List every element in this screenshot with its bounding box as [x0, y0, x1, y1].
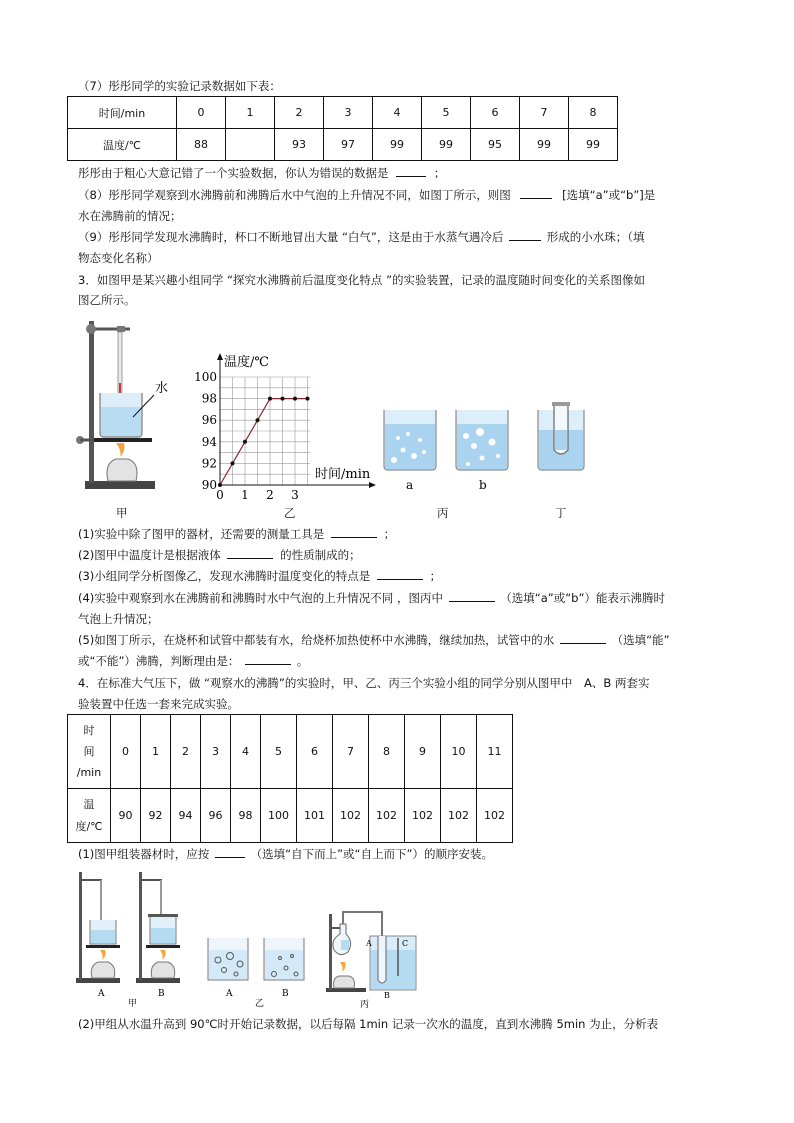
q7-temp-cell: 99 — [422, 129, 471, 161]
x-axis-title: 时间/min — [315, 467, 371, 482]
figure-ding-caption: 丁 — [555, 506, 567, 520]
p3-sub5-line-2 — [78, 653, 308, 669]
p3-stem-line-1: 3．如图甲是某兴趣小组同学 “探究水沸腾前后温度变化特点 ”的实验装置，记录的温度随时间变化的关系图像如 — [78, 273, 646, 287]
p4-time-cell: 11 — [477, 715, 513, 789]
clamp-head — [117, 326, 125, 332]
q7-row-label-temp: 温度/℃ — [68, 129, 177, 161]
stand-rod — [89, 321, 94, 483]
stand-base — [85, 481, 155, 489]
y-axis-arrow — [217, 353, 223, 360]
p4-time-cell: 8 — [369, 715, 405, 789]
p4-time-cell: 2 — [171, 715, 201, 789]
x-axis-arrow — [369, 482, 376, 488]
p4-time-cell: 10 — [441, 715, 477, 789]
q7-temp-cell: 99 — [520, 129, 569, 161]
x-tick-label: 0 — [216, 488, 224, 502]
q9-line-1 — [78, 229, 644, 245]
q7-temp-cell: 88 — [177, 129, 226, 161]
data-point — [218, 483, 222, 487]
data-point — [293, 397, 297, 401]
stand-b-label: B — [158, 989, 165, 999]
p4-time-cell: 1 — [141, 715, 171, 789]
data-point — [256, 418, 260, 422]
temperature-time-chart — [194, 350, 380, 502]
p3-sub5-text-b: （选填“能” — [611, 633, 670, 647]
q7-time-cell: 3 — [324, 97, 373, 129]
figure-yi-caption: 乙 — [284, 506, 296, 520]
q7-temp-cell — [226, 129, 275, 161]
y-tick-label: 94 — [201, 434, 217, 449]
q7-temp-cell: 99 — [569, 129, 618, 161]
p4-temp-cell: 102 — [405, 789, 441, 843]
alcohol-lamp — [107, 459, 137, 481]
q9-text-b: 形成的小水珠；（填 — [546, 230, 645, 244]
q7-time-cell: 8 — [569, 97, 618, 129]
p4-temp-cell: 100 — [261, 789, 297, 843]
q7-time-cell: 2 — [275, 97, 324, 129]
p4-temp-cell: 102 — [477, 789, 513, 843]
stand-a — [76, 872, 120, 983]
p3-sub3-end: ； — [429, 569, 442, 583]
p4c-label-c: C — [402, 939, 409, 948]
tube-water — [555, 430, 567, 450]
p3-sub1-text: (1)实验中除了图甲的器材，还需要的测量工具是 — [78, 527, 325, 541]
p3-sub1-end: ； — [383, 527, 396, 541]
y-tick-label: 90 — [201, 478, 217, 492]
answer-blank[interactable] — [520, 187, 552, 199]
chart-grid — [220, 377, 310, 485]
flask-apparatus-figure — [322, 906, 417, 1010]
answer-blank[interactable] — [396, 165, 426, 177]
p3-sub5-text: (5)如图丁所示，在烧杯和试管中都装有水，给烧杯加热使杯中水沸腾，继续加热，试管中的水 — [78, 633, 555, 647]
p4-temp-cell: 90 — [111, 789, 141, 843]
answer-blank[interactable] — [377, 568, 423, 580]
y-tick-label: 96 — [201, 413, 217, 428]
p4-stem-line-1 — [78, 675, 649, 691]
p4-temp-cell: 102 — [333, 789, 369, 843]
q7-question-line — [78, 165, 445, 181]
p4c-label-b: B — [384, 991, 390, 1000]
answer-blank[interactable] — [245, 653, 291, 665]
x-tick-label: 3 — [291, 488, 299, 502]
tube-rim — [552, 402, 570, 406]
q7-time-cell: 6 — [471, 97, 520, 129]
two-stands-figure — [72, 866, 192, 1008]
figure-bing-caption: 丙 — [437, 506, 449, 520]
q7-question-text: 彤彤由于粗心大意记错了一个实验数据，你认为错误的数据是 — [78, 166, 389, 180]
beaker-b-label: b — [479, 478, 487, 492]
data-point — [268, 397, 272, 401]
p3-sub5-line-1 — [78, 632, 670, 648]
answer-blank[interactable] — [215, 846, 245, 858]
q7-time-cell: 5 — [422, 97, 471, 129]
data-point — [231, 461, 235, 465]
answer-blank[interactable] — [227, 547, 273, 559]
p4-stem-text-b: A、B 两套实 — [584, 676, 650, 690]
p3-sub4-text: (4)实验中观察到水在沸腾前和沸腾时水中气泡的上升情况不同 ，图丙中 — [78, 591, 443, 605]
q7-temp-cell: 99 — [373, 129, 422, 161]
p4-data-table — [67, 714, 513, 843]
p4-temp-cell: 101 — [297, 789, 333, 843]
p4c-flame — [340, 962, 346, 972]
p3-stem-line-2: 图乙所示。 — [78, 293, 136, 307]
y-tick-label: 98 — [201, 391, 217, 406]
p4-time-cell: 3 — [201, 715, 231, 789]
data-point — [306, 397, 310, 401]
p4-time-cell: 0 — [111, 715, 141, 789]
q7-temp-cell: 97 — [324, 129, 373, 161]
bubble-beakers-figure — [378, 400, 518, 495]
p4-row-label-temp — [68, 789, 111, 843]
y-axis-title: 温度/℃ — [224, 355, 269, 370]
p3-sub3-text: (3)小组同学分析图像乙，发现水沸腾时温度变化的特点是 — [78, 569, 371, 583]
label-part: 温 — [83, 797, 95, 811]
p4-beaker-a — [208, 938, 248, 980]
q7-temp-cell: 93 — [275, 129, 324, 161]
p4-beaker-a-label: A — [226, 989, 233, 999]
p4-sub2: (2)甲组从水温升高到 90℃时开始记录数据，以后每隔 1min 记录一次水的温度，直到水沸腾 5min 为止，分析表 — [78, 1017, 659, 1031]
flame — [116, 443, 125, 457]
p3-sub2 — [78, 547, 361, 563]
p3-sub2-text: (2)图甲中温度计是根据液体 — [78, 548, 221, 562]
p4-beaker-b-label: B — [282, 989, 289, 999]
p4-temp-cell: 94 — [171, 789, 201, 843]
p4-row-label-time — [68, 715, 111, 789]
data-point — [243, 440, 247, 444]
label-part: 间 — [83, 745, 95, 758]
p4c-lamp — [334, 976, 355, 988]
p4-time-cell: 4 — [231, 715, 261, 789]
label-part: 时 — [83, 724, 95, 737]
p4c-flask-water — [341, 940, 349, 950]
y-tick-label: 92 — [201, 456, 217, 471]
p3-sub1 — [78, 526, 395, 542]
q7-row-label-time: 时间/min — [68, 97, 177, 129]
q7-time-cell: 1 — [226, 97, 275, 129]
q7-data-table — [67, 96, 618, 161]
q7-time-cell: 4 — [373, 97, 422, 129]
beaker-test-tube-figure — [530, 400, 590, 475]
answer-blank[interactable] — [331, 526, 377, 538]
p4-temp-cell: 92 — [141, 789, 171, 843]
y-tick-label: 100 — [194, 370, 217, 384]
p4-time-cell: 7 — [333, 715, 369, 789]
q7-question-end: ； — [433, 166, 446, 180]
data-point — [281, 397, 285, 401]
water-label: 水 — [155, 381, 169, 396]
p4-temp-cell: 98 — [231, 789, 261, 843]
p4-time-cell: 5 — [261, 715, 297, 789]
q7-time-cell: 0 — [177, 97, 226, 129]
p4-time-cell: 6 — [297, 715, 333, 789]
stand-apparatus-figure — [70, 313, 190, 498]
figure-bing-caption: 丙 — [360, 1000, 370, 1010]
p4-sub1-text-b: （选填“自下而上”或“自上而下”）的顺序安装。 — [250, 847, 493, 861]
p4-temp-cell: 102 — [441, 789, 477, 843]
stand-b — [136, 872, 180, 983]
p4-beaker-b — [264, 938, 304, 980]
beaker-water — [101, 407, 141, 436]
label-part: /min — [76, 766, 102, 779]
p3-sub4-text-b: （选填“a”或“b”）能表示沸腾时 — [500, 591, 665, 605]
q7-intro: （7）彤彤同学的实验记录数据如下表： — [78, 79, 281, 93]
x-tick-label: 1 — [241, 488, 249, 502]
p3-sub5-text-c: 或“不能”）沸腾，判断理由是： — [78, 654, 240, 668]
p3-sub5-end: 。 — [296, 654, 309, 668]
answer-blank[interactable] — [509, 229, 541, 241]
q9-text-a: （9）彤彤同学发现水沸腾时，杯口不断地冒出大量 “白气”，这是由于水蒸气遇冷后 — [78, 230, 504, 244]
p4-stem-text: 4．在标准大气压下，做 “观察水的沸腾”的实验时，甲、乙、丙三个实验小组的同学分别从图甲中 — [78, 676, 573, 690]
answer-blank[interactable] — [449, 590, 495, 602]
figure-yi-caption: 乙 — [255, 999, 265, 1009]
q8-line-2: 水在沸腾前的情况； — [78, 209, 182, 223]
p4-time-cell: 9 — [405, 715, 441, 789]
p4-temp-cell: 102 — [369, 789, 405, 843]
beaker-b — [456, 410, 508, 470]
p3-sub3 — [78, 568, 441, 584]
answer-blank[interactable] — [560, 632, 606, 644]
p4c-label-a: A — [366, 939, 372, 948]
q8-text-b: [选填“a”或“b”]是 — [562, 188, 656, 202]
q8-line-1 — [78, 187, 655, 203]
q7-temp-cell: 95 — [471, 129, 520, 161]
p4-sub1-text: (1)图甲组装器材时，应按 — [78, 847, 210, 861]
x-tick-label: 2 — [266, 488, 274, 502]
label-part: 度/℃ — [75, 819, 103, 833]
p4c-test-tube — [378, 936, 386, 983]
p3-sub4-line-2: 气泡上升情况； — [78, 612, 159, 626]
p4-sub1 — [78, 846, 493, 862]
beaker-a — [384, 410, 436, 470]
q9-line-2: 物态变化名称） — [78, 251, 159, 265]
wire-gauze — [94, 438, 152, 442]
p4-bubble-beakers-figure — [202, 932, 312, 1010]
p3-sub2-end: 的性质制成的； — [280, 548, 361, 562]
stand-a-label: A — [98, 989, 105, 999]
figure-jia-caption: 甲 — [116, 506, 128, 520]
beaker-a-label: a — [406, 478, 414, 492]
p4-stem-line-2: 验装置中任选一套来完成实验。 — [78, 697, 239, 711]
q7-time-cell: 7 — [520, 97, 569, 129]
p4c-rod — [329, 914, 332, 990]
p3-sub4-line-1 — [78, 590, 665, 606]
q8-text-a: （8）彤彤同学观察到水沸腾前和沸腾后水中气泡的上升情况不同，如图丁所示，则图 — [78, 188, 511, 202]
figure-jia-caption: 甲 — [128, 999, 138, 1009]
p4-temp-cell: 96 — [201, 789, 231, 843]
clamp-knob — [86, 324, 96, 334]
